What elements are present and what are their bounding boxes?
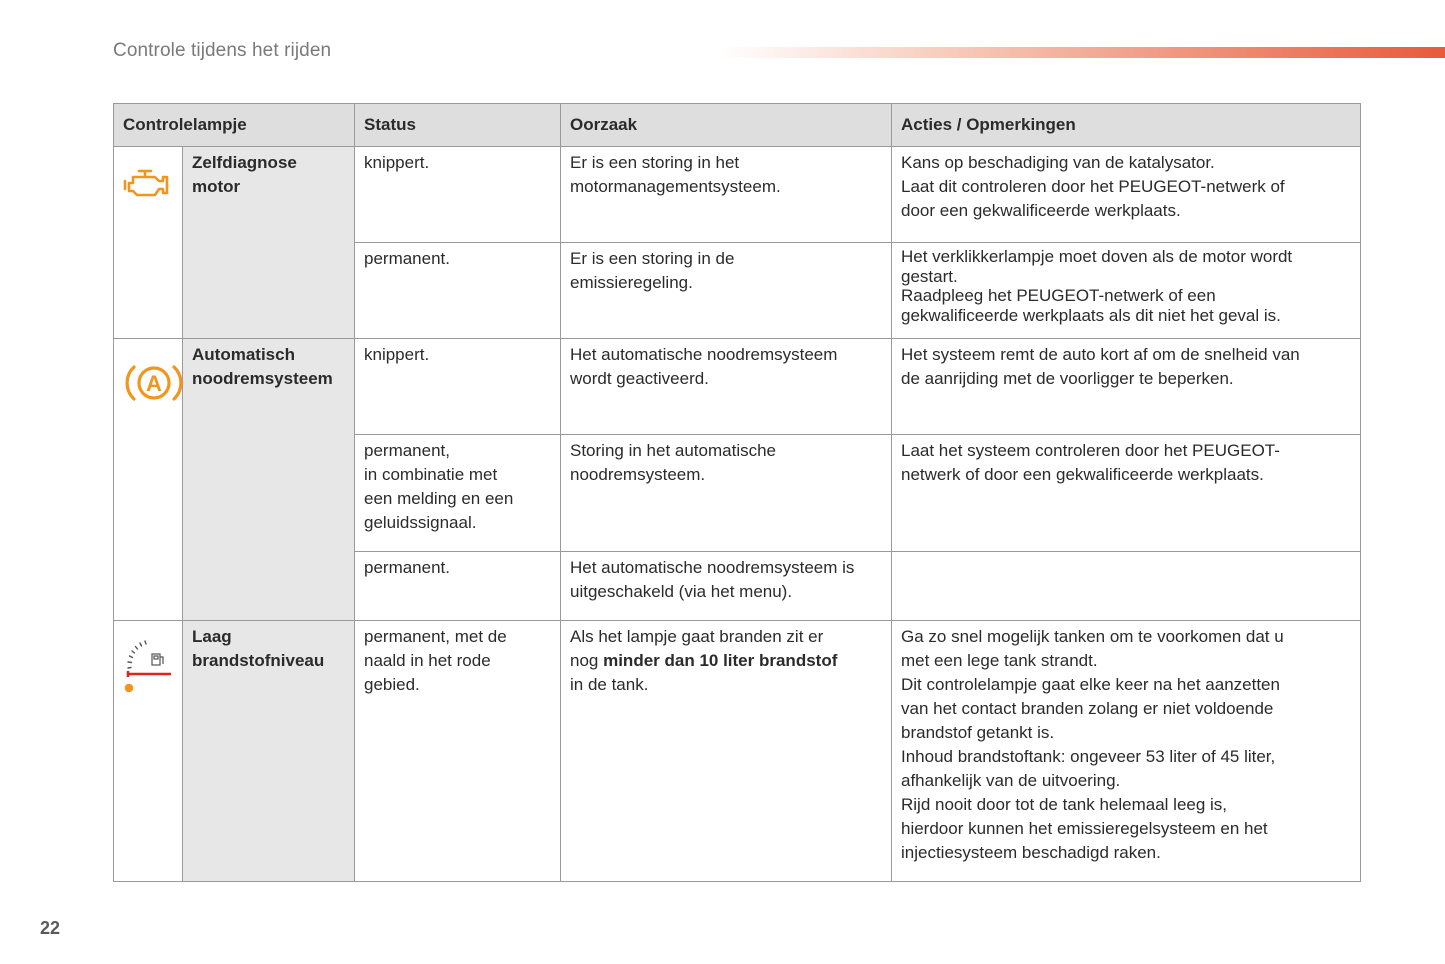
action-cell: Het verklikkerlampje moet doven als de motor wordt gestart. Raadpleeg het PEUGEOT-netwerk of een gekwalificeerde werkplaats als dit niet het geval is. [892,243,1361,339]
status-cell: permanent. [355,552,561,621]
lamp-name: Laag brandstofniveau [183,621,355,882]
cause-cell: Het automatische noodremsysteem is uitgeschakeld (via het menu). [561,552,892,621]
table-row [114,621,1361,882]
cause-emphasis: minder dan 10 liter brandstof [603,651,838,670]
cause-text: Als het lampje gaat branden zit er nog [570,627,824,670]
cause-cell: Er is een storing in het motormanagementsysteem. [561,147,892,243]
action-cell [892,552,1361,621]
page-number: 22 [40,918,61,938]
table-row [114,147,1361,243]
column-header-actions: Acties / Opmerkingen [892,104,1361,147]
status-cell: permanent, met de naald in het rode gebied. [355,621,561,882]
action-cell: Ga zo snel mogelijk tanken om te voorkomen dat u met een lege tank strandt. Dit controlelampje gaat elke keer na het aanzetten van het contact branden zolang er niet voldoende brandstof getankt is. Inhoud brandstoftank: ongeveer 53 liter of 45 liter, afhankelijk van de uitvoering. Rijd nooit door tot de tank helemaal leeg is, hierdoor kunnen het emissieregelsysteem en het injectiesysteem beschadigd raken. [892,621,1361,882]
cause-cell: Het automatische noodremsysteem wordt geactiveerd. [561,339,892,435]
warning-lamp-table [113,103,1361,882]
lamp-name: Automatisch noodremsysteem [183,339,355,621]
cause-cell: Storing in het automatische noodremsysteem. [561,435,892,552]
table-row [114,339,1361,435]
header-accent-bar [720,47,1445,58]
fuel-gauge-icon [123,635,173,699]
automatic-brake-icon [123,359,185,407]
action-cell: Kans op beschadiging van de katalysator. Laat dit controleren door het PEUGEOT-netwerk of door een gekwalificeerde werkplaats. [892,147,1361,243]
lamp-icon-cell [114,339,183,621]
status-cell: knippert. [355,147,561,243]
column-header-lamp: Controlelampje [114,104,355,147]
status-cell: permanent. [355,243,561,339]
cause-cell: Er is een storing in de emissieregeling. [561,243,892,339]
lamp-icon-cell [114,621,183,882]
table-header-row [114,104,1361,147]
action-cell: Het systeem remt de auto kort af om de snelheid van de aanrijding met de voorligger te beperken. [892,339,1361,435]
status-cell: permanent, in combinatie met een melding en een geluidssignaal. [355,435,561,552]
column-header-cause: Oorzaak [561,104,892,147]
column-header-status: Status [355,104,561,147]
lamp-icon-cell [114,147,183,339]
cause-cell [561,621,892,882]
brake-icon-letter: A [146,371,162,396]
lamp-name: Zelfdiagnose motor [183,147,355,339]
page-title: Controle tijdens het rijden [113,40,332,61]
status-cell: knippert. [355,339,561,435]
action-cell: Laat het systeem controleren door het PEUGEOT- netwerk of door een gekwalificeerde werkplaats. [892,435,1361,552]
cause-text-end: in de tank. [570,675,649,694]
engine-check-icon [123,163,173,203]
